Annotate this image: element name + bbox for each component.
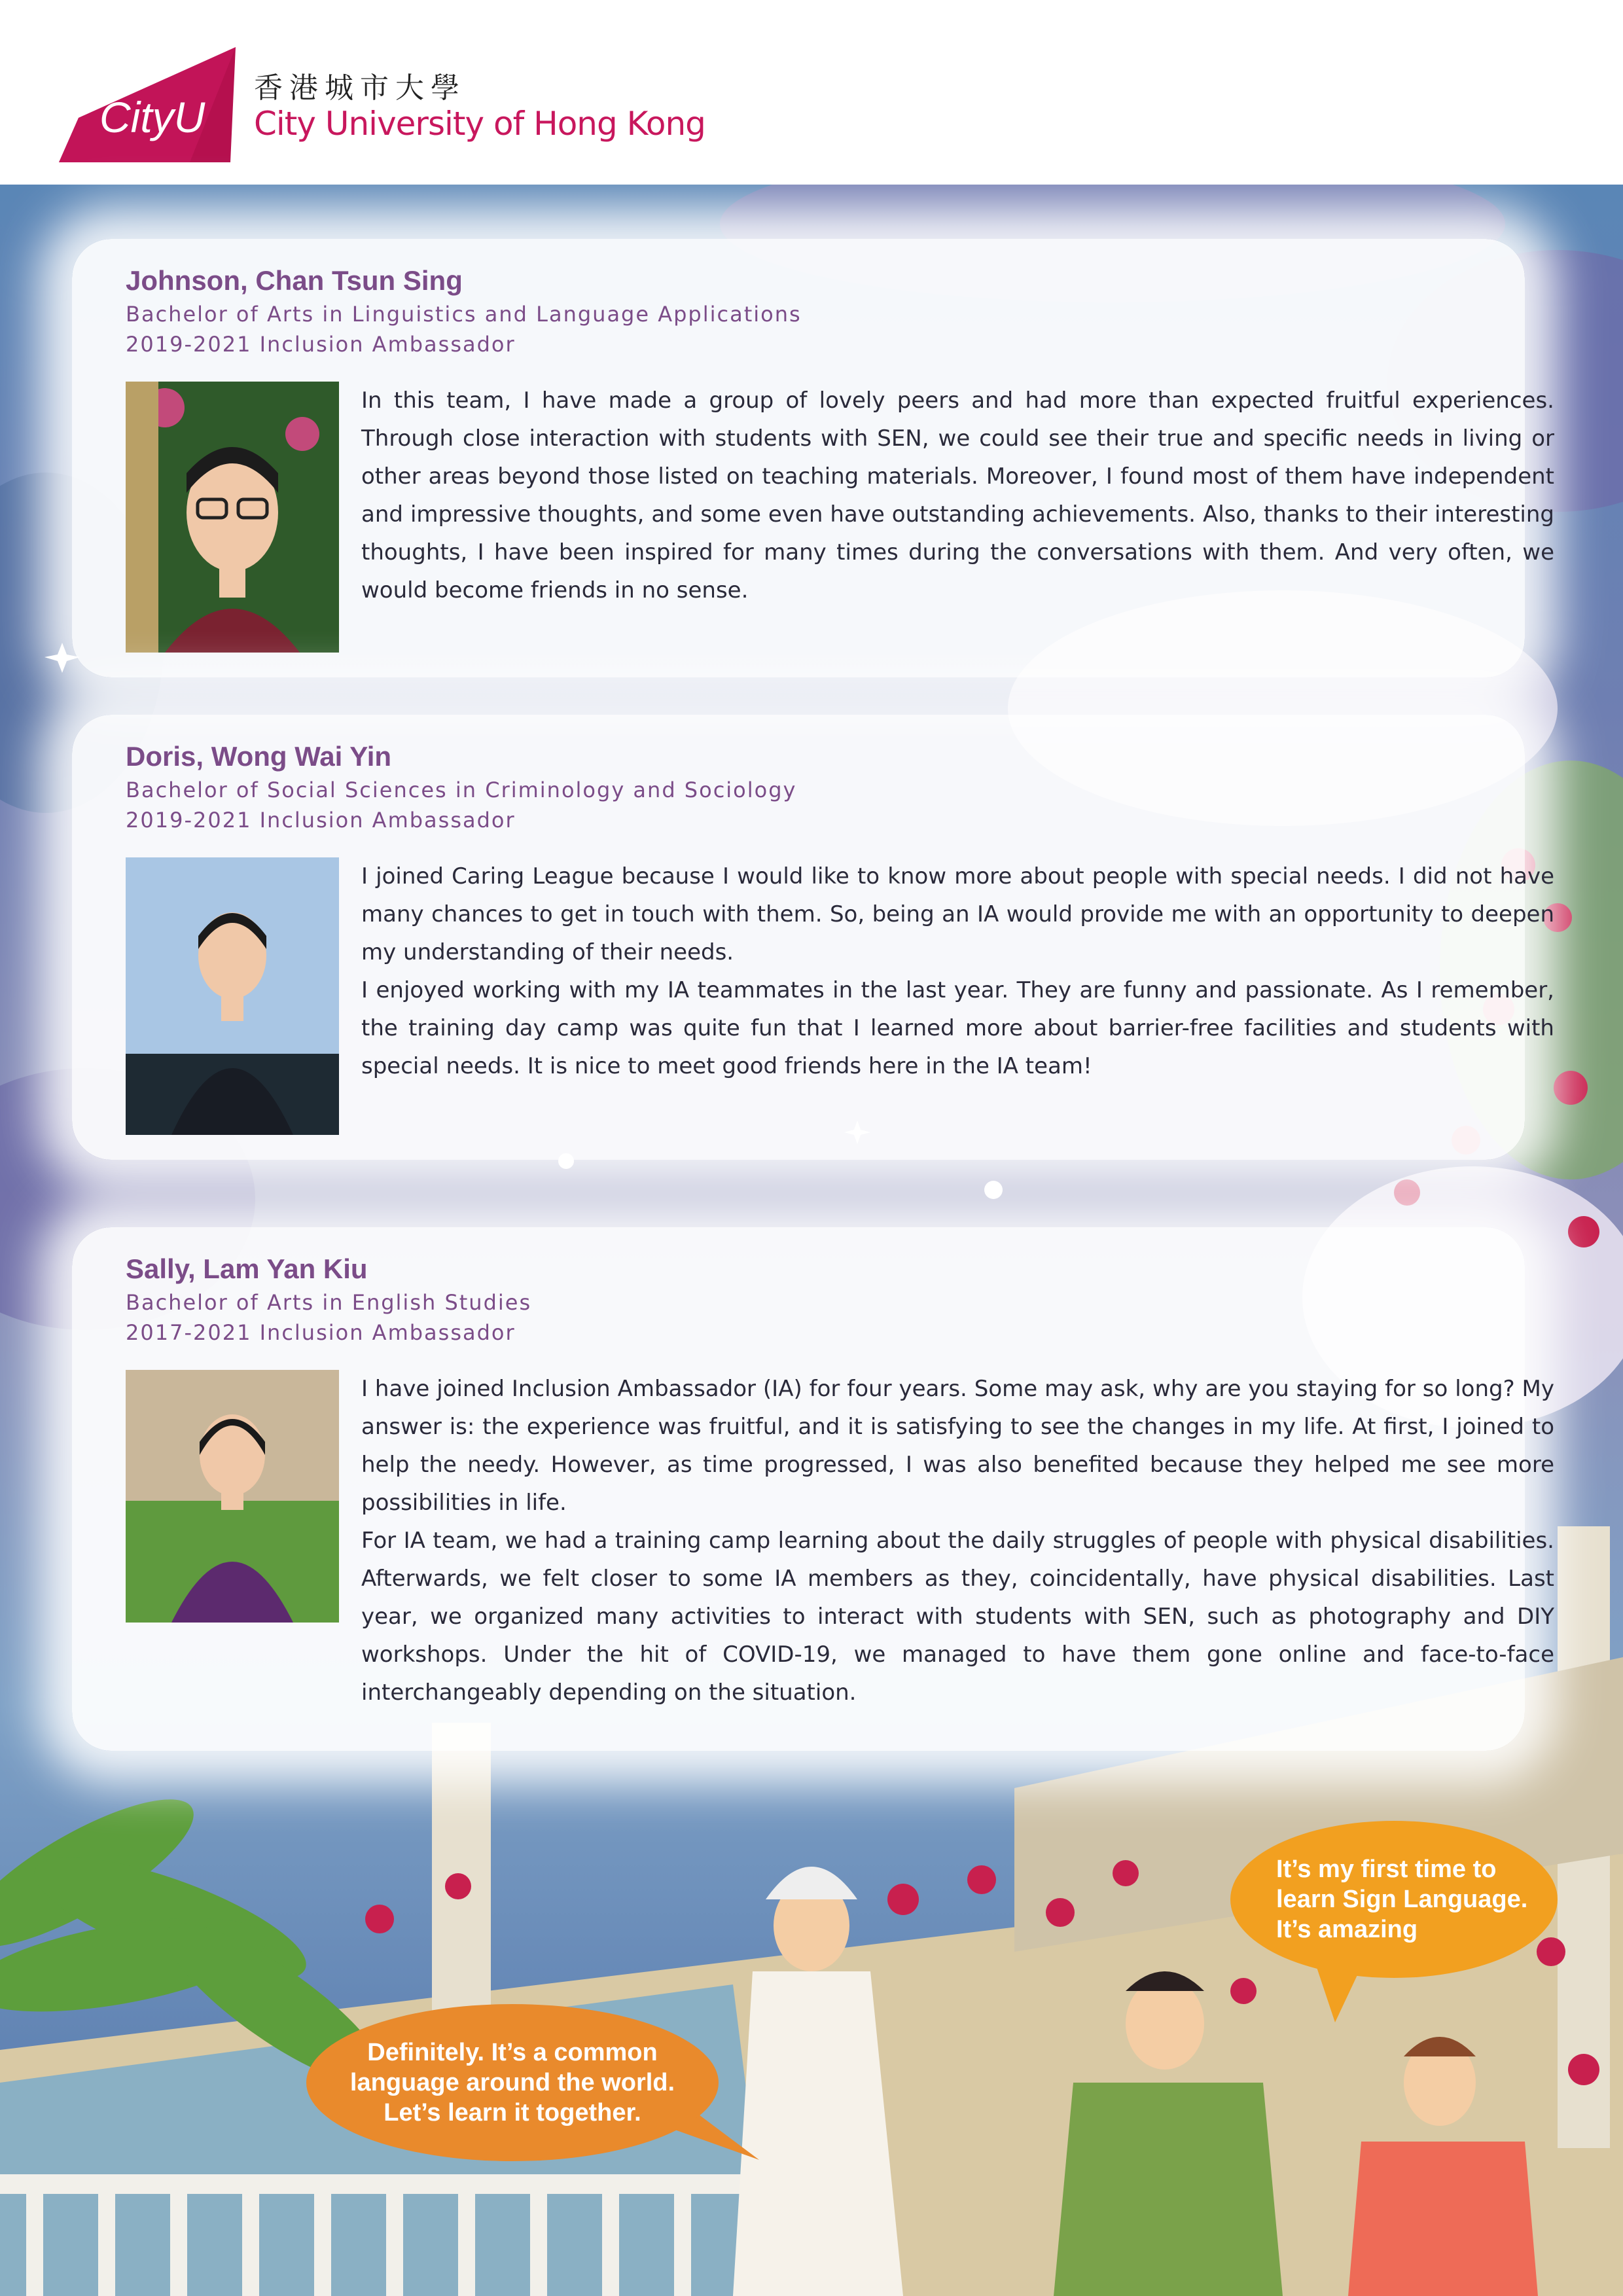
ambassador-photo	[126, 857, 339, 1135]
testimonial-paragraph: For IA team, we had a training camp learning about the daily struggles of people with physical disabilities. Afterwards, we felt closer to some IA members as they, coincidentally, have physical disabilities. Last year, we organized many activities to interact with students with SEN, such as photography and DIY workshops. Under the hit of COVID-19, we managed to have them gone online and face-to-face interchangeably depending on the situation.	[361, 1528, 1554, 1706]
ambassador-card	[72, 1227, 1554, 1751]
ambassador-programme: Bachelor of Arts in English Studies	[126, 1290, 532, 1315]
university-name-chinese: 香港城市大學	[254, 71, 466, 105]
testimonial-paragraph: I have joined Inclusion Ambassador (IA) for four years. Some may ask, why are you staying for so long? My answer is: the experience was fruitful, and it is satisfying to see the changes in my life. At first, I joined to help the needy. However, as time progressed, I was also benefited because they helped me see more possibilities in life.	[361, 1376, 1554, 1516]
ambassador-photo	[126, 1370, 339, 1623]
ambassador-card	[72, 239, 1554, 677]
ambassador-testimonial	[361, 857, 1554, 1085]
testimonial-paragraph: In this team, I have made a group of lovely peers and had more than expected fruitful experiences. Through close interaction with students with SEN, we could see their true and specific needs in living or other areas beyond those listed on teaching materials. Moreover, I found most of them have independent and impressive thoughts, and some even have outstanding achievements. Also, thanks to their interesting thoughts, I have been inspired for many times during the conversations with them. And very often, we would become friends in no sense.	[361, 387, 1554, 603]
ambassador-role: 2019-2021 Inclusion Ambassador	[126, 332, 516, 357]
ambassador-card	[72, 715, 1554, 1160]
ambassador-role: 2017-2021 Inclusion Ambassador	[126, 1320, 516, 1345]
speech-bubble-left	[306, 2004, 719, 2161]
speech-bubble-right	[1230, 1821, 1558, 1978]
logo-wordmark: CityU	[99, 93, 205, 141]
university-name-english: City University of Hong Kong	[254, 105, 705, 143]
ambassador-name: Sally, Lam Yan Kiu	[126, 1253, 368, 1284]
speech-bubble-text: Definitely. It’s a common language around the world. Let’s learn it together.	[349, 2039, 675, 2126]
cityu-logo-icon	[59, 47, 242, 162]
ambassador-programme: Bachelor of Social Sciences in Criminology and Sociology	[126, 778, 797, 802]
ambassador-name: Johnson, Chan Tsun Sing	[126, 265, 463, 296]
ambassador-role: 2019-2021 Inclusion Ambassador	[126, 808, 516, 833]
testimonial-paragraph: I enjoyed working with my IA teammates in the last year. They are funny and passionate. As I remember, the training day camp was quite fun that I learned more about barrier-free facilities and students with special needs. It is nice to meet good friends here in the IA team!	[361, 977, 1554, 1079]
ambassador-name: Doris, Wong Wai Yin	[126, 741, 392, 772]
ambassador-photo	[126, 382, 339, 653]
ambassador-testimonial	[361, 1370, 1554, 1712]
page-header	[0, 0, 1623, 185]
testimonial-paragraph: I joined Caring League because I would like to know more about people with special needs. I did not have many chances to get in touch with them. So, being an IA would provide me with an opportunity to deepen my understanding of their needs.	[361, 863, 1554, 965]
speech-bubble-text: It’s my first time to learn Sign Language. It’s amazing	[1276, 1856, 1528, 1943]
ambassador-testimonial	[361, 382, 1554, 609]
ambassador-programme: Bachelor of Arts in Linguistics and Language Applications	[126, 302, 802, 327]
